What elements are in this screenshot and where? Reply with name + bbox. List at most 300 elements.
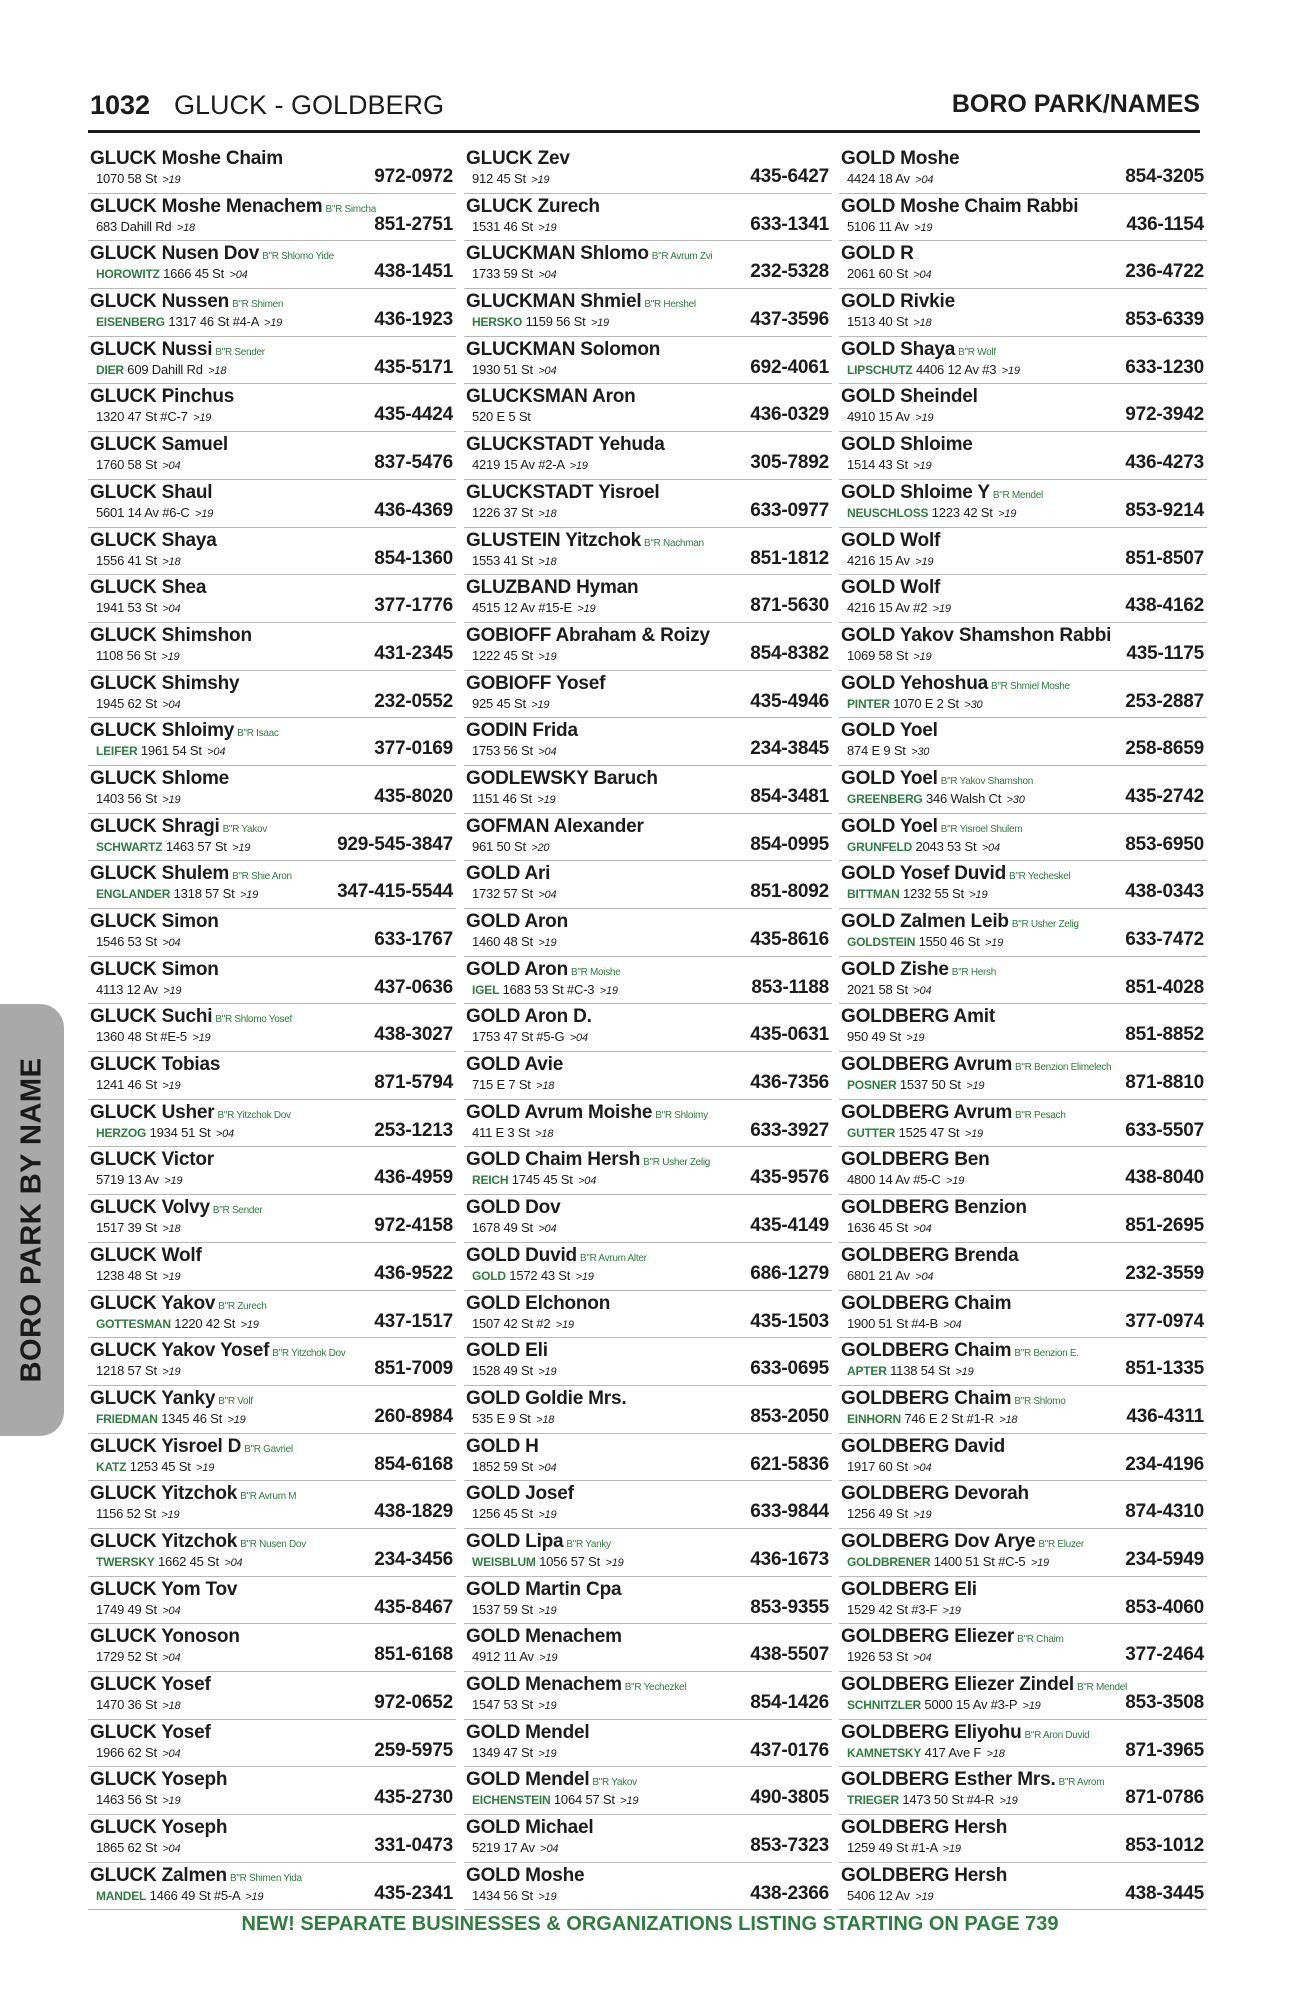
entry-address-line: [96, 409, 211, 424]
entry-phone: 853-7323: [750, 1835, 829, 1857]
entry-address: 1256 45 St: [472, 1506, 533, 1522]
list-item: [839, 480, 1207, 528]
entry-phone: 929-545-3847: [337, 833, 453, 855]
footer-note: NEW! SEPARATE BUSINESSES & ORGANIZATIONS LISTING STARTING ON PAGE 739: [241, 1913, 1059, 1935]
entry-name-line: [466, 1340, 548, 1363]
list-item: [839, 1338, 1207, 1386]
entry-relation: B"R Yitzchok Dov: [217, 1109, 291, 1121]
entry-name: GLUCK Moshe Menachem: [90, 195, 323, 217]
entry-name: GOLD Zalmen Leib: [841, 911, 1009, 932]
entry-address-line: [472, 648, 556, 663]
entry-relation: B"R Shlomo Yide: [262, 251, 334, 263]
entry-name-line: [90, 959, 219, 982]
entry-address-line: [847, 743, 929, 758]
entry-name: GOLD Rivkie: [841, 291, 955, 313]
list-item: [839, 241, 1207, 289]
list-item: [839, 528, 1207, 576]
entry-phone: 438-1451: [374, 261, 453, 283]
list-item: [839, 194, 1207, 242]
entry-address: 1517 39 St: [96, 1220, 157, 1236]
entry-address-line: [96, 886, 258, 901]
entry-relation: B"R Wolf: [958, 346, 996, 358]
entry-name-line: [841, 1197, 1027, 1220]
entry-address: 1900 51 St #4-B: [847, 1315, 938, 1331]
entry-address: 5406 12 Av: [847, 1887, 910, 1903]
entry-zip-code: >19: [531, 174, 550, 186]
entry-phone: 305-7892: [750, 452, 829, 474]
entry-name-line: [841, 1769, 1104, 1794]
entry-phone: 232-0552: [374, 690, 453, 712]
entry-name-line: [466, 863, 550, 886]
entry-address: 4515 12 Av #15-E: [472, 600, 572, 616]
entry-relation: B"R Nusen Dov: [240, 1538, 306, 1550]
entry-name: GOLD Lipa: [466, 1530, 564, 1552]
entry-address-line: [472, 1888, 556, 1903]
entry-address: 1138 54 St: [890, 1363, 951, 1379]
entry-name-line: [466, 1674, 686, 1699]
entry-address-line: [472, 982, 618, 997]
list-item: [88, 623, 456, 671]
entry-zip-code: >18: [162, 555, 181, 568]
entry-address-line: [847, 1029, 924, 1044]
entry-spouse-name: EISENBERG: [96, 315, 165, 330]
entry-address: 5601 14 Av #6-C: [96, 504, 190, 520]
list-item: [464, 1195, 832, 1243]
entry-address: 1753 47 St #5-G: [472, 1029, 565, 1045]
list-item: [88, 1815, 456, 1863]
entry-zip-code: >19: [605, 1556, 624, 1569]
entry-address: 1460 48 St: [472, 934, 533, 949]
entry-name: GOLD Sheindel: [841, 386, 978, 408]
entry-phone: 435-2730: [374, 1787, 453, 1809]
entry-name: GOLDBERG Chaim: [841, 1387, 1012, 1409]
entry-phone: 853-4060: [1125, 1596, 1204, 1618]
entry-address-line: [472, 1220, 556, 1235]
entry-phone: 435-2742: [1125, 785, 1204, 807]
entry-name: GLUCK Yosef: [90, 1721, 211, 1743]
entry-name: GLUCK Yakov: [90, 1292, 216, 1314]
entry-name-line: [466, 1817, 593, 1840]
entry-name: GOLD Shloime Y: [841, 481, 990, 503]
entry-phone: 435-4424: [374, 404, 453, 426]
entry-name: GLUCK Yoseph: [90, 1769, 228, 1791]
entry-name: GOLDBERG Dov Arye: [841, 1530, 1036, 1552]
entry-address-line: [847, 1649, 931, 1664]
entry-address: 1318 57 St: [173, 886, 235, 902]
entry-name: GOLDBERG Chaim: [841, 1292, 1012, 1314]
entry-phone: 438-2366: [750, 1882, 829, 1904]
entry-name-line: [466, 1149, 710, 1174]
entry-address-line: [472, 409, 531, 424]
entry-address: 1729 52 St: [96, 1649, 157, 1665]
entry-zip-code: >18: [162, 1223, 181, 1236]
entry-phone: 851-1812: [750, 547, 829, 569]
entry-name: GLUCK Shaya: [90, 529, 217, 551]
entry-address-line: [472, 457, 588, 472]
entry-phone: 853-9214: [1125, 499, 1204, 521]
entry-address-line: [472, 553, 556, 568]
entry-address-line: [96, 1268, 180, 1283]
entry-zip-code: >04: [207, 746, 226, 759]
entry-name: GOLDBERG David: [841, 1435, 1005, 1457]
entry-name: GOLD Josef: [466, 1483, 574, 1505]
entry-zip-code: >04: [913, 1223, 932, 1236]
entry-name-line: [466, 1436, 539, 1459]
entry-name: GOLD Yosef Duvid: [841, 863, 1007, 885]
list-item: [839, 1672, 1207, 1720]
entry-spouse-name: KATZ: [96, 1459, 127, 1474]
entry-name-line: [466, 625, 710, 648]
entry-zip-code: >04: [578, 1175, 597, 1188]
entry-zip-code: >19: [162, 793, 181, 806]
entry-name-line: [841, 1149, 990, 1172]
entry-name: GLUCKSMAN Aron: [466, 386, 636, 408]
list-item: [464, 718, 832, 766]
entry-address: 1865 62 St: [96, 1840, 157, 1856]
entry-address: 1636 45 St: [847, 1220, 908, 1236]
entry-phone: 853-1012: [1125, 1835, 1204, 1857]
entry-zip-code: >19: [538, 1700, 557, 1712]
entry-address-line: [847, 457, 931, 472]
entry-address: 2021 58 St: [847, 981, 908, 997]
entry-address: 1218 57 St: [96, 1363, 157, 1379]
entry-address: 1945 62 St: [96, 695, 157, 711]
list-item: [839, 1434, 1207, 1482]
entry-name: GOLD Zishe: [841, 958, 949, 980]
list-item: [839, 861, 1207, 909]
entry-spouse-name: DIER: [96, 362, 124, 377]
entry-name: GODLEWSKY Baruch: [466, 767, 658, 789]
entry-spouse-name: IGEL: [472, 982, 500, 997]
entry-address: 1760 58 St: [96, 457, 157, 473]
list-item: [88, 1100, 456, 1148]
entry-zip-code: >04: [538, 1461, 557, 1474]
list-item: [839, 1577, 1207, 1625]
entry-zip-code: >19: [161, 650, 180, 663]
entry-address: 1069 58 St: [847, 647, 908, 663]
entry-name: GOLD Duvid: [466, 1244, 577, 1266]
entry-address-line: [96, 1411, 246, 1426]
entry-address-line: [847, 1220, 931, 1235]
entry-zip-code: >19: [946, 1175, 965, 1188]
listing-column-3: [839, 146, 1207, 1910]
list-item: [88, 861, 456, 909]
entry-address-line: [847, 1459, 931, 1474]
entry-address-line: [472, 1840, 558, 1855]
entry-address: 1222 45 St: [472, 647, 533, 663]
entry-address: 1223 42 St: [931, 504, 993, 520]
entry-name-line: [841, 1865, 1007, 1888]
entry-zip-code: >04: [538, 889, 557, 902]
entry-address-line: [96, 1697, 180, 1712]
entry-address: 2061 60 St: [847, 266, 908, 282]
entry-name: GOLDBERG Eliezer Zindel: [841, 1674, 1074, 1695]
entry-address-line: [847, 1077, 984, 1092]
entry-name: GLUCK Yitzchok: [90, 1530, 238, 1552]
entry-name: GOLD Yoel: [841, 767, 938, 789]
entry-zip-code: >19: [196, 1461, 215, 1474]
entry-zip-code: >04: [224, 1556, 243, 1569]
entry-name-line: [841, 720, 938, 743]
entry-name: GOLD Aron: [466, 911, 568, 932]
entry-address: 1678 49 St: [472, 1220, 533, 1236]
entry-spouse-name: GOLD: [472, 1268, 506, 1283]
entry-address-line: [847, 1363, 974, 1378]
entry-name-line: [841, 1579, 977, 1602]
entry-name: GLUCKMAN Shlomo: [466, 243, 649, 265]
entry-phone: 436-1673: [750, 1548, 829, 1570]
entry-phone: 853-9355: [750, 1596, 829, 1618]
entry-address-line: [96, 1554, 242, 1569]
entry-address-line: [96, 1888, 263, 1903]
entry-address-line: [847, 505, 1016, 520]
entry-phone: 854-3205: [1125, 166, 1204, 187]
entry-zip-code: >04: [913, 1461, 932, 1474]
entry-address-line: [96, 934, 180, 949]
entry-zip-code: >19: [537, 793, 556, 806]
entry-address: 1256 49 St: [847, 1506, 908, 1522]
entry-name-line: [90, 148, 283, 171]
list-item: [88, 241, 456, 289]
list-item: [839, 289, 1207, 337]
entry-address-line: [96, 1459, 214, 1474]
entry-zip-code: >18: [535, 1127, 554, 1140]
entry-address-line: [96, 791, 180, 806]
list-item: [88, 814, 456, 862]
entry-phone: 972-0972: [374, 166, 453, 187]
entry-phone: 234-4196: [1125, 1453, 1204, 1475]
entry-zip-code: >04: [915, 1270, 934, 1283]
entry-phone: 259-5975: [374, 1739, 453, 1761]
entry-phone: 377-0169: [374, 738, 453, 760]
list-item: [839, 1815, 1207, 1863]
entry-name-line: [90, 1531, 306, 1556]
list-item: [464, 671, 832, 719]
entry-name: GOLD H: [466, 1435, 539, 1457]
entry-name: GLUCK Moshe Chaim: [90, 148, 283, 169]
entry-address: 1917 60 St: [847, 1458, 908, 1474]
list-item: [464, 432, 832, 480]
entry-address-line: [472, 1268, 594, 1283]
name-range: GLUCK - GOLDBERG: [174, 90, 445, 120]
entry-zip-code: >04: [538, 1223, 557, 1236]
entry-phone: 436-4959: [374, 1167, 453, 1189]
entry-phone: 435-4149: [750, 1215, 829, 1237]
list-item: [88, 1767, 456, 1815]
entry-phone: 435-5171: [374, 356, 453, 378]
entry-address: 1537 50 St: [899, 1077, 961, 1093]
entry-name: GLUCK Suchi: [90, 1006, 213, 1028]
entry-name-line: [90, 1293, 267, 1318]
entry-address-line: [96, 1840, 180, 1855]
entry-phone: 854-6168: [374, 1453, 453, 1475]
entry-name-line: [466, 1054, 563, 1077]
entry-address: 520 E 5 St: [472, 409, 531, 425]
list-item: [839, 623, 1207, 671]
entry-zip-code: >19: [1030, 1556, 1049, 1569]
entry-phone: 851-8852: [1125, 1024, 1204, 1046]
entry-name-line: [841, 1245, 1019, 1268]
entry-zip-code: >19: [998, 507, 1017, 520]
entry-name: GOLD Moshe Chaim Rabbi: [841, 195, 1079, 217]
entry-address-line: [96, 1363, 180, 1378]
entry-address-line: [96, 1029, 210, 1044]
entry-relation: B"R Shimen: [232, 299, 284, 311]
entry-address-line: [472, 314, 609, 329]
list-item: [88, 194, 456, 242]
entry-name-line: [841, 1436, 1005, 1459]
entry-name-line: [90, 1483, 296, 1508]
entry-address-line: [96, 266, 248, 281]
entry-address-line: [472, 1745, 556, 1760]
entry-phone: 438-1829: [374, 1501, 453, 1523]
entry-zip-code: >19: [577, 603, 596, 616]
entry-phone: 377-2464: [1125, 1644, 1204, 1666]
entry-name: GLUCK Zurech: [466, 195, 600, 217]
entry-spouse-name: GRUNFELD: [847, 839, 913, 854]
entry-phone: 851-6168: [374, 1644, 453, 1666]
entry-phone: 874-4310: [1125, 1501, 1204, 1523]
list-item: [839, 432, 1207, 480]
entry-zip-code: >19: [590, 317, 609, 330]
entry-name: GOLD Aron D.: [466, 1006, 592, 1028]
entry-name-line: [90, 720, 279, 745]
entry-zip-code: >19: [162, 1080, 181, 1093]
list-item: [464, 1291, 832, 1339]
entry-name: GLUCK Tobias: [90, 1054, 221, 1076]
entry-name: GLUCK Yisroel D: [90, 1435, 242, 1457]
entry-name-line: [841, 339, 996, 364]
entry-address-line: [847, 171, 933, 186]
entry-address-line: [847, 1316, 961, 1331]
entry-address-line: [472, 1077, 554, 1092]
entry-relation: B"R Yecheskel: [1009, 871, 1071, 883]
entry-name: GLUCK Yitzchok: [90, 1483, 238, 1505]
entry-phone: 234-3845: [750, 738, 829, 760]
entry-address-line: [847, 1602, 961, 1617]
entry-phone: 435-8467: [374, 1596, 453, 1618]
entry-address: 1732 57 St: [472, 886, 533, 902]
entry-zip-code: >04: [538, 746, 557, 759]
entry-phone: 633-0695: [750, 1358, 829, 1380]
list-item: [464, 289, 832, 337]
entry-name: GLUCK Shlome: [90, 767, 230, 789]
entry-zip-code: >19: [932, 603, 951, 616]
entry-relation: B"R Moishe: [571, 966, 621, 978]
entry-address: 1683 53 St #C-3: [502, 981, 595, 997]
entry-name: GLUCK Yakov Yosef: [90, 1340, 270, 1362]
entry-phone: 435-4946: [750, 690, 829, 712]
list-item: [88, 1338, 456, 1386]
entry-name: GOLDBERG Avrum: [841, 1101, 1013, 1123]
entry-name: GLUCK Nussi: [90, 338, 213, 360]
entry-phone: 331-0473: [374, 1835, 453, 1857]
entry-phone: 871-8810: [1125, 1072, 1204, 1094]
entry-address: 1259 49 St #1-A: [847, 1840, 938, 1856]
entry-name: GOLD Michael: [466, 1817, 594, 1839]
entry-name-line: [90, 577, 206, 600]
entry-phone: 377-1776: [374, 595, 453, 617]
entry-zip-code: >19: [555, 1318, 574, 1331]
list-item: [839, 957, 1207, 1005]
entry-zip-code: >19: [913, 460, 932, 473]
entry-name: GLUCK Shimshon: [90, 624, 252, 646]
entry-address-line: [96, 600, 180, 615]
entry-phone: 438-8040: [1125, 1167, 1204, 1189]
entry-phone: 854-1360: [374, 547, 453, 569]
entry-address: 874 E 9 St: [847, 743, 906, 759]
entry-address-line: [96, 1506, 179, 1521]
entry-name-line: [90, 1769, 227, 1792]
list-item: [464, 1720, 832, 1768]
entry-name-line: [841, 1817, 1007, 1840]
entry-zip-code: >19: [538, 1509, 557, 1522]
entry-relation: B"R Yakov: [222, 823, 267, 835]
entry-name-line: [90, 1149, 214, 1172]
list-item: [839, 718, 1207, 766]
entry-spouse-name: MANDEL: [96, 1888, 147, 1903]
entry-address-line: [96, 1602, 180, 1617]
entry-zip-code: >19: [162, 1795, 181, 1808]
list-item: [88, 1052, 456, 1100]
list-item: [839, 1529, 1207, 1577]
entry-zip-code: >18: [538, 555, 557, 568]
entry-name-line: [841, 1722, 1089, 1747]
entry-name-line: [466, 816, 644, 839]
entry-name: GOLD Dov: [466, 1197, 561, 1219]
entry-phone: 633-5507: [1125, 1119, 1204, 1141]
entry-phone: 837-5476: [374, 452, 453, 474]
entry-zip-code: >19: [915, 412, 934, 425]
entry-zip-code: >19: [913, 650, 932, 663]
entry-relation: B"R Yakov: [592, 1777, 637, 1789]
list-item: [88, 575, 456, 623]
entry-name-line: [90, 1722, 211, 1745]
entry-address-line: [96, 1316, 259, 1331]
entry-relation: B"R Mendel: [992, 489, 1043, 501]
entry-zip-code: >18: [986, 1747, 1005, 1760]
entry-name: GOLDBERG Eliyohu: [841, 1721, 1022, 1743]
entry-spouse-name: HERSKO: [472, 315, 523, 330]
entry-name: GOLDBERG Avrum: [841, 1054, 1013, 1076]
entry-address: 1151 46 St: [472, 790, 532, 806]
entry-name: GOLD Aron: [466, 958, 568, 980]
entry-phone: 436-7356: [750, 1072, 829, 1094]
entry-zip-code: >19: [964, 1127, 983, 1140]
entry-address: 1156 52 St: [96, 1506, 156, 1522]
entry-spouse-name: LIPSCHUTZ: [847, 362, 913, 377]
list-item: [464, 623, 832, 671]
entry-name: GLUCK Simon: [90, 958, 219, 980]
entry-name-line: [841, 1293, 1011, 1316]
entry-address-line: [847, 839, 1000, 854]
list-item: [464, 1386, 832, 1434]
entry-phone: 234-3456: [374, 1548, 453, 1570]
list-item: [839, 1624, 1207, 1672]
entry-name: GLUCK Wolf: [90, 1244, 202, 1266]
entry-name-line: [841, 1054, 1111, 1079]
entry-name: GLUCK Yonoson: [90, 1626, 240, 1648]
list-item: [88, 718, 456, 766]
entry-spouse-name: EINHORN: [847, 1411, 901, 1426]
entry-name-line: [90, 339, 265, 364]
entry-name: GLUCK Shimshy: [90, 672, 240, 694]
list-item: [839, 1052, 1207, 1100]
entry-address: 1463 57 St: [165, 838, 227, 854]
entry-phone: 972-0652: [374, 1692, 453, 1713]
entry-zip-code: >04: [162, 1747, 181, 1760]
entry-address: 609 Dahill Rd: [127, 361, 203, 377]
